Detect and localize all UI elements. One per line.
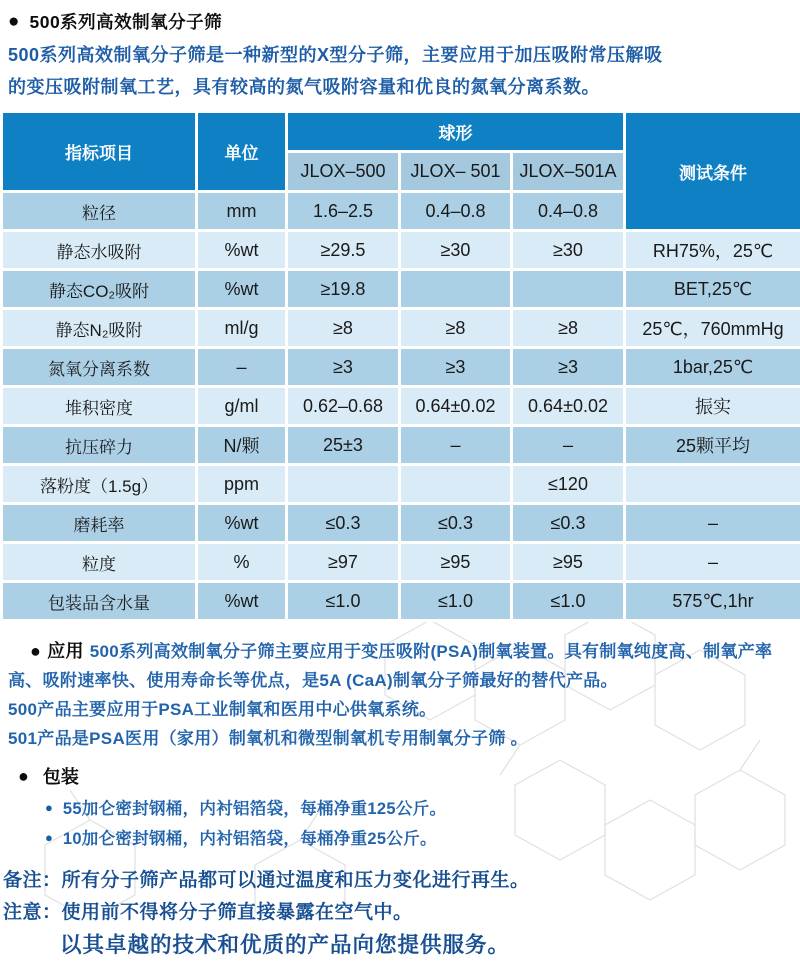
value-cell: 0.4–0.8: [512, 192, 625, 231]
header-test-conditions: 测试条件: [625, 112, 800, 231]
packaging-label: 包装: [43, 763, 79, 789]
remark-line: [0, 865, 800, 897]
intro-line-2: 的变压吸附制氧工艺，具有较高的氮气吸附容量和优良的氮氧分离系数。: [8, 71, 792, 103]
value-cell: ≥30: [400, 231, 512, 270]
packaging-item: [45, 822, 800, 852]
page-title: 500系列高效制氧分子筛: [29, 9, 222, 34]
packaging-item: [45, 792, 800, 822]
value-cell: 0.64±0.02: [512, 387, 625, 426]
indicator-cell: 堆积密度: [2, 387, 197, 426]
value-cell: ≤0.3: [287, 504, 400, 543]
unit-cell: mm: [197, 192, 287, 231]
indicator-cell: 粒度: [2, 543, 197, 582]
value-cell: ≤1.0: [400, 582, 512, 621]
value-cell: ≥95: [400, 543, 512, 582]
value-cell: ≥8: [400, 309, 512, 348]
unit-cell: g/ml: [197, 387, 287, 426]
title-bullet-icon: ●: [8, 12, 19, 31]
value-cell: ≥8: [287, 309, 400, 348]
value-cell: [512, 270, 625, 309]
unit-cell: %wt: [197, 582, 287, 621]
value-cell: ≤1.0: [512, 582, 625, 621]
spec-table: [0, 110, 800, 622]
test-cell: BET,25℃: [625, 270, 800, 309]
table-row: [2, 504, 800, 543]
unit-cell: %wt: [197, 231, 287, 270]
value-cell: ≥8: [512, 309, 625, 348]
application-label: 应用: [47, 641, 84, 661]
notes-section: [0, 865, 800, 962]
closing-line: 以其卓越的技术和优质的产品向您提供服务。: [0, 929, 800, 962]
table-row: [2, 387, 800, 426]
application-section: [8, 637, 790, 695]
value-cell: ≥95: [512, 543, 625, 582]
value-cell: –: [512, 426, 625, 465]
value-cell: ≤120: [512, 465, 625, 504]
application-text: 500系列高效制氧分子筛主要应用于变压吸附(PSA)制氧装置。具有制氧纯度高、制氧产率高、吸附速率快、使用寿命长等优点，是5A (CaA)制氧分子筛最好的替代产品。: [8, 642, 772, 690]
header-model-jlox501a: JLOX–501A: [512, 152, 625, 192]
value-cell: [287, 465, 400, 504]
value-cell: ≥29.5: [287, 231, 400, 270]
unit-cell: %wt: [197, 504, 287, 543]
value-cell: 0.62–0.68: [287, 387, 400, 426]
table-row: [2, 309, 800, 348]
test-cell: 575℃,1hr: [625, 582, 800, 621]
header-shape-group: 球形: [287, 112, 625, 152]
application-line-500: 500产品主要应用于PSA工业制氧和医用中心供氧系统。: [8, 695, 790, 724]
unit-cell: %: [197, 543, 287, 582]
list-bullet-icon: ●: [45, 830, 53, 845]
caution-label: 注意：: [3, 902, 62, 923]
value-cell: 0.64±0.02: [400, 387, 512, 426]
unit-cell: N/颗: [197, 426, 287, 465]
test-cell: 25℃，760mmHg: [625, 309, 800, 348]
indicator-cell: 静态N₂吸附: [2, 309, 197, 348]
packaging-item-text: 10加仑密封钢桶，内衬铝箔袋，每桶净重25公斤。: [63, 825, 437, 849]
table-row: [2, 270, 800, 309]
value-cell: ≥3: [512, 348, 625, 387]
value-cell: [400, 270, 512, 309]
application-line-501: 501产品是PSA医用（家用）制氧机和微型制氧机专用制氧分子筛 。: [8, 724, 790, 753]
table-row: [2, 582, 800, 621]
value-cell: ≥3: [287, 348, 400, 387]
table-row: [2, 231, 800, 270]
unit-cell: %wt: [197, 270, 287, 309]
caution-text: 使用前不得将分子筛直接暴露在空气中。: [62, 902, 413, 923]
page-header: [0, 0, 800, 34]
header-unit: 单位: [197, 112, 287, 192]
table-row: [2, 348, 800, 387]
value-cell: ≤0.3: [400, 504, 512, 543]
caution-line: [0, 897, 800, 929]
intro-line-1: 500系列高效制氧分子筛是一种新型的X型分子筛，主要应用于加压吸附常压解吸: [8, 39, 792, 71]
test-cell: 1bar,25℃: [625, 348, 800, 387]
packaging-item-text: 55加仑密封钢桶，内衬铝箔袋，每桶净重125公斤。: [63, 795, 446, 819]
list-bullet-icon: ●: [45, 800, 53, 815]
unit-cell: ppm: [197, 465, 287, 504]
test-cell: –: [625, 543, 800, 582]
packaging-bullet-icon: ●: [18, 766, 29, 787]
header-model-jlox501: JLOX– 501: [400, 152, 512, 192]
indicator-cell: 落粉度（1.5g）: [2, 465, 197, 504]
table-row: [2, 426, 800, 465]
indicator-cell: 氮氧分离系数: [2, 348, 197, 387]
unit-cell: ml/g: [197, 309, 287, 348]
indicator-cell: 包装品含水量: [2, 582, 197, 621]
table-row: [2, 465, 800, 504]
value-cell: –: [400, 426, 512, 465]
unit-cell: –: [197, 348, 287, 387]
indicator-cell: 磨耗率: [2, 504, 197, 543]
value-cell: 1.6–2.5: [287, 192, 400, 231]
header-model-jlox500: JLOX–500: [287, 152, 400, 192]
value-cell: ≥97: [287, 543, 400, 582]
value-cell: ≥19.8: [287, 270, 400, 309]
application-bullet-icon: ●: [30, 641, 41, 661]
value-cell: 0.4–0.8: [400, 192, 512, 231]
indicator-cell: 静态CO₂吸附: [2, 270, 197, 309]
remark-label: 备注：: [3, 870, 62, 891]
indicator-cell: 静态水吸附: [2, 231, 197, 270]
header-indicator: 指标项目: [2, 112, 197, 192]
test-cell: 25颗平均: [625, 426, 800, 465]
test-cell: –: [625, 504, 800, 543]
indicator-cell: 抗压碎力: [2, 426, 197, 465]
intro-paragraph: [8, 39, 792, 103]
packaging-section: [0, 762, 800, 852]
value-cell: ≥3: [400, 348, 512, 387]
value-cell: ≤0.3: [512, 504, 625, 543]
value-cell: ≥30: [512, 231, 625, 270]
value-cell: [400, 465, 512, 504]
indicator-cell: 粒径: [2, 192, 197, 231]
test-cell: 振实: [625, 387, 800, 426]
table-row: [2, 543, 800, 582]
remark-text: 所有分子筛产品都可以通过温度和压力变化进行再生。: [62, 870, 530, 891]
test-cell: [625, 465, 800, 504]
value-cell: 25±3: [287, 426, 400, 465]
value-cell: ≤1.0: [287, 582, 400, 621]
test-cell: RH75%，25℃: [625, 231, 800, 270]
